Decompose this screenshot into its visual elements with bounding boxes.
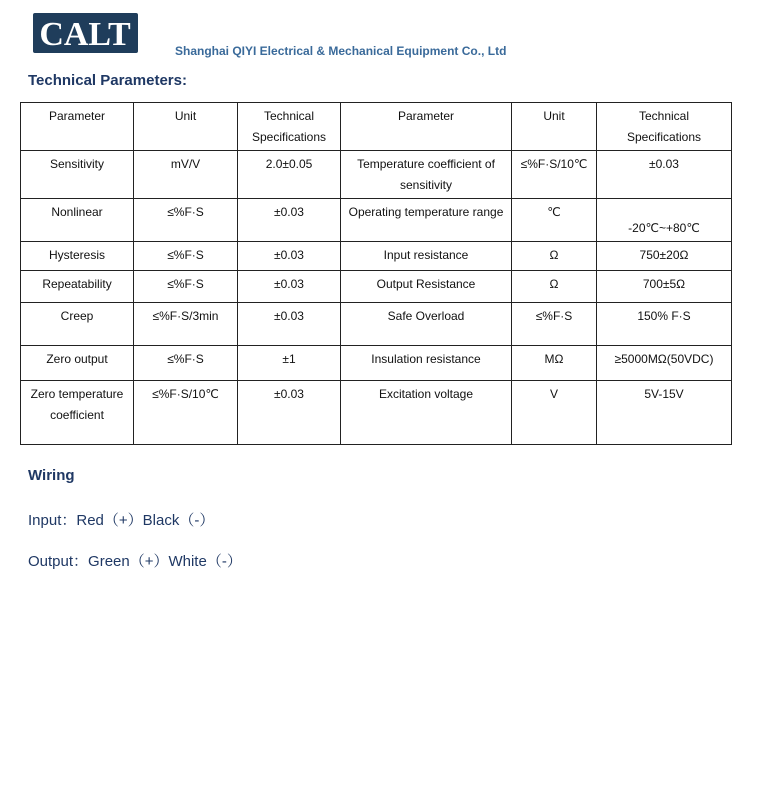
- table-cell: MΩ: [512, 346, 597, 381]
- table-cell: Repeatability: [21, 271, 134, 303]
- technical-parameters-title: Technical Parameters:: [28, 72, 187, 89]
- table-cell: ≥5000MΩ(50VDC): [597, 346, 732, 381]
- table-cell: ℃: [512, 199, 597, 242]
- table-cell: 750±20Ω: [597, 242, 732, 271]
- table-cell: V: [512, 381, 597, 445]
- table-cell: ≤%F·S/10℃: [134, 381, 238, 445]
- logo-text: CALT: [39, 16, 131, 53]
- wiring-title: Wiring: [28, 467, 75, 484]
- table-cell: ±0.03: [238, 199, 341, 242]
- table-cell: ±0.03: [238, 381, 341, 445]
- table-row: [21, 199, 732, 242]
- table-row: [21, 271, 732, 303]
- table-cell: ≤%F·S: [512, 303, 597, 346]
- table-cell: Hysteresis: [21, 242, 134, 271]
- table-cell: 5V-15V: [597, 381, 732, 445]
- table-cell: Zero temperature coefficient: [21, 381, 134, 445]
- table-cell: ±1: [238, 346, 341, 381]
- table-cell: ±0.03: [238, 242, 341, 271]
- company-logo: [33, 13, 138, 53]
- table-cell: Zero output: [21, 346, 134, 381]
- table-row: [21, 151, 732, 199]
- table-cell: ≤%F·S/10℃: [512, 151, 597, 199]
- table-cell: Output Resistance: [341, 271, 512, 303]
- company-name: Shanghai QIYI Electrical & Mechanical Equipment Co., Ltd: [175, 44, 507, 58]
- table-header-row: [21, 103, 732, 151]
- table-cell: ±0.03: [597, 151, 732, 199]
- table-cell: Input resistance: [341, 242, 512, 271]
- table-cell: -20℃~+80℃: [597, 199, 732, 242]
- column-header: Unit: [134, 103, 238, 151]
- table-cell: ≤%F·S/3min: [134, 303, 238, 346]
- wiring-output: Output：Green（+）White（-）: [28, 553, 242, 570]
- table-cell: Temperature coefficient of sensitivity: [341, 151, 512, 199]
- column-header: Technical Specifications: [597, 103, 732, 151]
- technical-parameters-table: [20, 102, 732, 445]
- table-cell: Insulation resistance: [341, 346, 512, 381]
- table-cell: ≤%F·S: [134, 346, 238, 381]
- column-header: Unit: [512, 103, 597, 151]
- table-cell: 2.0±0.05: [238, 151, 341, 199]
- table-row: [21, 242, 732, 271]
- wiring-input: Input：Red（+）Black（-）: [28, 512, 215, 529]
- table-cell: ≤%F·S: [134, 199, 238, 242]
- table-cell: Nonlinear: [21, 199, 134, 242]
- table-cell: Ω: [512, 242, 597, 271]
- table-cell: ±0.03: [238, 303, 341, 346]
- table-row: [21, 381, 732, 445]
- table-cell: Ω: [512, 271, 597, 303]
- table-cell: ≤%F·S: [134, 271, 238, 303]
- column-header: Technical Specifications: [238, 103, 341, 151]
- table-cell: Safe Overload: [341, 303, 512, 346]
- column-header: Parameter: [341, 103, 512, 151]
- table-row: [21, 303, 732, 346]
- table-cell: ±0.03: [238, 271, 341, 303]
- table-cell: Creep: [21, 303, 134, 346]
- table-row: [21, 346, 732, 381]
- table-cell: Sensitivity: [21, 151, 134, 199]
- column-header: Parameter: [21, 103, 134, 151]
- table-cell: ≤%F·S: [134, 242, 238, 271]
- table-cell: Excitation voltage: [341, 381, 512, 445]
- table-cell: 150% F·S: [597, 303, 732, 346]
- table-cell: 700±5Ω: [597, 271, 732, 303]
- table-cell: mV/V: [134, 151, 238, 199]
- table-cell: Operating temperature range: [341, 199, 512, 242]
